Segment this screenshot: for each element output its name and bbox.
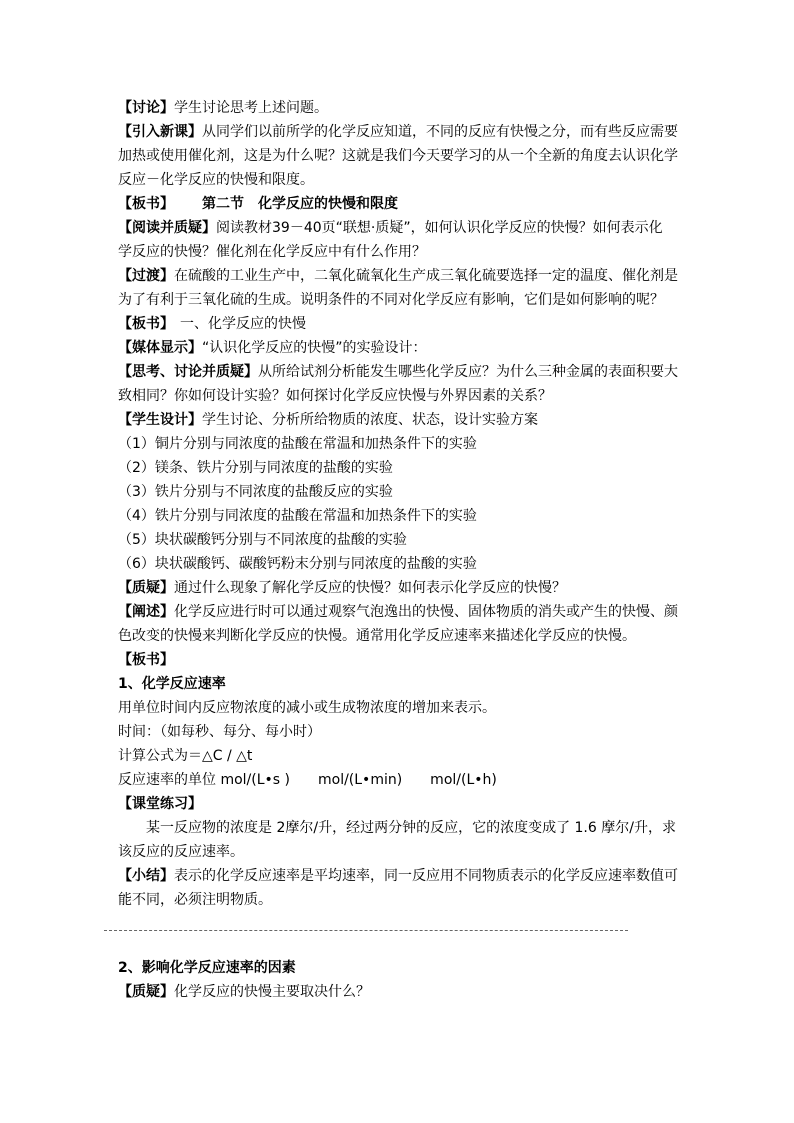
paragraph-text: 化学反应的快慢主要取决什么？: [174, 984, 370, 1000]
paragraph-continuation: [118, 168, 314, 192]
formula-text: 计算公式为＝△C / △t: [118, 748, 253, 764]
paragraph-text: 加热或使用催化剂，这是为什么呢？这就是我们今天要学习的从一个全新的角度去认识化学: [118, 148, 678, 164]
units-text: 反应速率的单位 mol/(L•s ) mol/(L•min) mol/(L•h): [118, 772, 497, 788]
paragraph-text: 用单位时间内反应物浓度的减小或生成物浓度的增加来表示。: [118, 700, 496, 716]
section-title: 一、化学反应的快慢: [180, 316, 306, 332]
paragraph-continuation: [118, 888, 272, 912]
section-tag: 【板书】: [118, 316, 174, 332]
page-break-divider: [104, 930, 628, 931]
paragraph-summary: [118, 864, 678, 888]
list-item-text: （6）块状碳酸钙、碳酸钙粉末分别与同浓度的盐酸的实验: [118, 556, 477, 572]
section-tag: 【课堂练习】: [118, 796, 202, 812]
paragraph-text: “认识化学反应的快慢”的实验设计：: [202, 340, 427, 356]
section-title: 第二节 化学反应的快慢和限度: [202, 196, 398, 212]
paragraph-question: [118, 980, 370, 1004]
paragraph-text: 致相同？你如何设计实验？如何探讨化学反应快慢与外界因素的关系？: [118, 388, 552, 404]
section-heading: [118, 792, 202, 816]
section-tag: 【过渡】: [118, 268, 174, 284]
section-heading: [118, 648, 174, 672]
list-item-text: （2）镁条、铁片分别与同浓度的盐酸的实验: [118, 460, 393, 476]
paragraph-time: [118, 720, 321, 744]
paragraph-student-design: [118, 408, 538, 432]
paragraph-continuation: [118, 840, 244, 864]
list-item-text: （3）铁片分别与不同浓度的盐酸反应的实验: [118, 484, 393, 500]
paragraph-text: 表示的化学反应速率是平均速率，同一反应用不同物质表示的化学反应速率数值可: [174, 868, 678, 884]
section-heading: [118, 192, 398, 216]
section-tag: 【阐述】: [118, 604, 174, 620]
paragraph-media: [118, 336, 427, 360]
section-tag: 【板书】: [118, 652, 174, 668]
paragraph-text: 色改变的快慢来判断化学反应的快慢。通常用化学反应速率来描述化学反应的快慢。: [118, 628, 636, 644]
paragraph-reading: [118, 216, 663, 240]
paragraph-text: 该反应的反应速率。: [118, 844, 244, 860]
paragraph-discussion: [118, 96, 328, 120]
paragraph-explanation: [118, 600, 678, 624]
paragraph-text: 能不同，必须注明物质。: [118, 892, 272, 908]
list-item: [118, 552, 477, 576]
list-item-text: （4）铁片分别与同浓度的盐酸在常温和加热条件下的实验: [118, 508, 477, 524]
subsection-title: 1、化学反应速率: [118, 676, 226, 692]
paragraph-text: 学反应的快慢？催化剂在化学反应中有什么作用？: [118, 244, 426, 260]
paragraph-text: 为了有利于三氧化硫的生成。说明条件的不同对化学反应有影响，它们是如何影响的呢？: [118, 292, 664, 308]
paragraph-text: 化学反应进行时可以通过观察气泡逸出的快慢、固体物质的消失或产生的快慢、颜: [174, 604, 678, 620]
section-heading: [118, 312, 306, 336]
paragraph-text: 某一反应物的浓度是 2摩尔/升，经过两分钟的反应，它的浓度变成了 1.6 摩尔/升，求: [146, 820, 676, 836]
section-tag: 【思考、讨论并质疑】: [118, 364, 258, 380]
section-tag: 【学生设计】: [118, 412, 202, 428]
paragraph-text: 阅读教材39－40页“联想·质疑”，如何认识化学反应的快慢？如何表示化: [216, 220, 663, 236]
paragraph-text: 从同学们以前所学的化学反应知道，不同的反应有快慢之分，而有些反应需要: [202, 124, 678, 140]
paragraph-continuation: [118, 240, 426, 264]
paragraph-text: 反应－化学反应的快慢和限度。: [118, 172, 314, 188]
subsection-heading: [118, 956, 296, 980]
exercise-text: [118, 816, 676, 840]
section-tag: 【质疑】: [118, 580, 174, 596]
section-tag: 【阅读并质疑】: [118, 220, 216, 236]
paragraph-continuation: [118, 624, 636, 648]
paragraph-thinking: [118, 360, 678, 384]
list-item: [118, 480, 393, 504]
section-tag: 【讨论】: [118, 100, 174, 116]
units-line: [118, 768, 497, 792]
list-item-text: （5）块状碳酸钙分别与不同浓度的盐酸的实验: [118, 532, 407, 548]
section-tag: 【板书】: [118, 196, 174, 212]
paragraph-question: [118, 576, 566, 600]
section-tag: 【引入新课】: [118, 124, 202, 140]
section-tag: 【媒体显示】: [118, 340, 202, 356]
section-tag: 【小结】: [118, 868, 174, 884]
paragraph-intro: [118, 120, 678, 144]
paragraph-definition: [118, 696, 496, 720]
list-item: [118, 456, 393, 480]
list-item: [118, 528, 407, 552]
paragraph-text: 时间：（如每秒、每分、每小时）: [118, 724, 321, 740]
paragraph-continuation: [118, 144, 678, 168]
subsection-title: 2、影响化学反应速率的因素: [118, 960, 296, 976]
paragraph-transition: [118, 264, 678, 288]
paragraph-text: 在硫酸的工业生产中，二氧化硫氧化生产成三氧化硫要选择一定的温度、催化剂是: [174, 268, 678, 284]
paragraph-continuation: [118, 384, 552, 408]
section-tag: 【质疑】: [118, 984, 174, 1000]
paragraph-text: 学生讨论、分析所给物质的浓度、状态，设计实验方案: [202, 412, 538, 428]
paragraph-continuation: [118, 288, 664, 312]
paragraph-text: 从所给试剂分析能发生哪些化学反应？为什么三种金属的表面积要大: [258, 364, 678, 380]
subsection-heading: [118, 672, 226, 696]
paragraph-text: 通过什么现象了解化学反应的快慢？如何表示化学反应的快慢？: [174, 580, 566, 596]
list-item: [118, 432, 477, 456]
paragraph-text: 学生讨论思考上述问题。: [174, 100, 328, 116]
list-item: [118, 504, 477, 528]
formula-line: [118, 744, 252, 768]
list-item-text: （1）铜片分别与同浓度的盐酸在常温和加热条件下的实验: [118, 436, 477, 452]
